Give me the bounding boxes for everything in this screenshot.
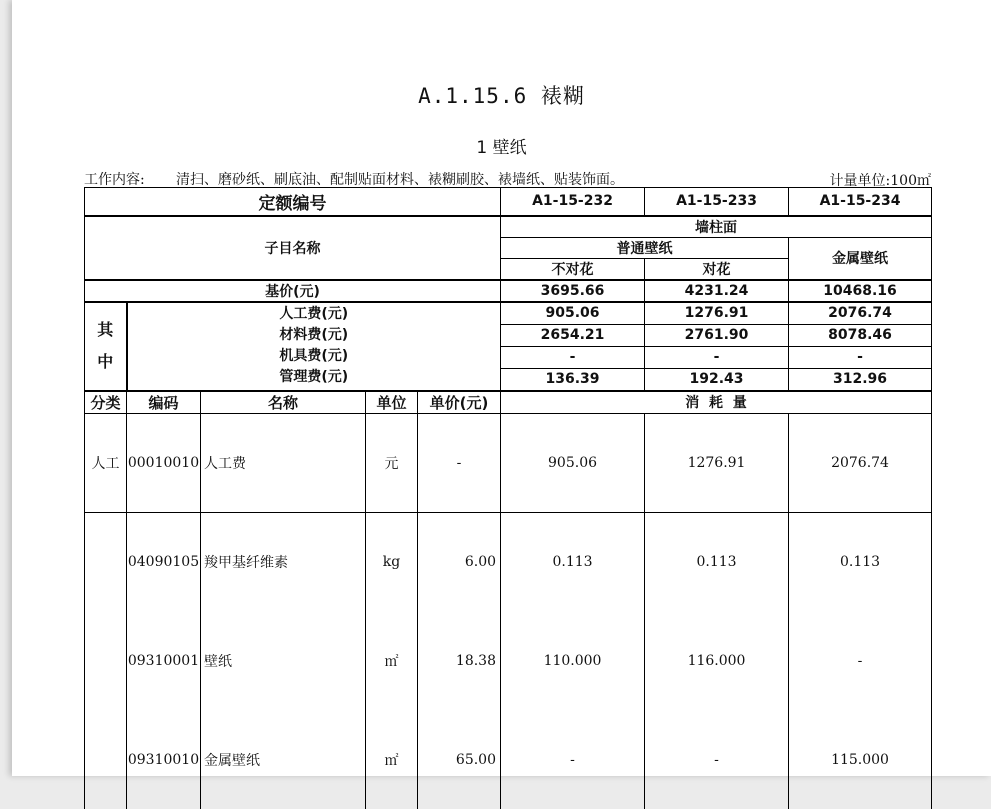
detail-header-price: 单价(元) <box>418 391 501 414</box>
material-price: 6.00 <box>418 512 501 611</box>
quota-code-label: 定额编号 <box>85 188 501 216</box>
labor-name: 人工费 <box>201 413 366 512</box>
material-name: 金属壁纸 <box>201 710 366 809</box>
measure-unit: 计量单位:100㎡ <box>829 173 931 189</box>
section-subtitle: 1 壁纸 <box>476 138 527 158</box>
work-content <box>84 169 624 189</box>
cost-value: 8078.46 <box>789 325 931 347</box>
material-price: 65.00 <box>418 710 501 809</box>
base-price-label: 基价(元) <box>85 280 501 302</box>
material-price: 18.38 <box>418 611 501 710</box>
material-category <box>85 512 127 809</box>
quota-table <box>84 187 932 809</box>
quota-code-2: A1-15-233 <box>645 188 789 216</box>
quota-code-3: A1-15-234 <box>789 188 932 216</box>
col1-header: 不对花 <box>501 258 645 280</box>
material-unit: ㎡ <box>366 611 418 710</box>
cost-value: 1276.91 <box>645 303 788 325</box>
cost-value: 2076.74 <box>789 303 931 325</box>
cost-value: 2654.21 <box>501 325 644 347</box>
material-value: 0.113 <box>789 512 932 611</box>
document-page <box>12 0 991 776</box>
item-name-label: 子目名称 <box>85 216 501 280</box>
labor-value-3: 2076.74 <box>789 413 932 512</box>
material-value: 110.000 <box>501 611 645 710</box>
material-name: 壁纸 <box>201 611 366 710</box>
material-value: - <box>789 611 932 710</box>
among-label-1: 其 <box>97 320 114 339</box>
detail-header-name: 名称 <box>201 391 366 414</box>
work-content-text: 清扫、磨砂纸、刷底油、配制贴面材料、裱糊刷胶、裱墙纸、贴装饰面。 <box>176 172 624 188</box>
material-value: 0.113 <box>501 512 645 611</box>
labor-unit: 元 <box>366 413 418 512</box>
material-unit: kg <box>366 512 418 611</box>
page-title: A.1.15.6 裱糊 <box>418 84 585 108</box>
cost-value: - <box>645 347 788 369</box>
cost-label-material: 材料费(元) <box>279 327 349 343</box>
detail-header-unit: 单位 <box>366 391 418 414</box>
detail-header-consumption: 消 耗 量 <box>501 391 932 414</box>
material-value: - <box>501 710 645 809</box>
group-header: 墙柱面 <box>501 216 932 238</box>
cost-value: 2761.90 <box>645 325 788 347</box>
detail-header-code: 编码 <box>127 391 201 414</box>
labor-category: 人工 <box>85 413 127 512</box>
detail-header-category: 分类 <box>85 391 127 414</box>
cost-label-machine: 机具费(元) <box>279 348 349 364</box>
work-content-label: 工作内容: <box>84 172 145 188</box>
base-price-1: 3695.66 <box>501 280 645 302</box>
cost-value: 136.39 <box>545 370 600 387</box>
material-value: - <box>645 710 789 809</box>
material-unit: ㎡ <box>366 710 418 809</box>
cost-values-col3 <box>789 302 932 391</box>
metal-header: 金属壁纸 <box>789 237 932 280</box>
material-code: 04090105 <box>127 512 201 611</box>
material-code: 09310010 <box>127 710 201 809</box>
material-value: 115.000 <box>789 710 932 809</box>
col2-header: 对花 <box>645 258 789 280</box>
material-name: 羧甲基纤维素 <box>201 512 366 611</box>
material-value: 116.000 <box>645 611 789 710</box>
material-value: 0.113 <box>645 512 789 611</box>
cost-label-labor: 人工费(元) <box>279 306 349 322</box>
cost-label-management: 管理费(元) <box>279 369 349 385</box>
sub-group-header: 普通壁纸 <box>501 237 789 258</box>
labor-code: 00010010 <box>127 413 201 512</box>
labor-value-2: 1276.91 <box>645 413 789 512</box>
base-price-3: 10468.16 <box>789 280 932 302</box>
cost-values-col1 <box>501 302 645 391</box>
cost-value: - <box>501 347 644 369</box>
cost-value: 192.43 <box>689 370 744 387</box>
among-label-2: 中 <box>97 352 114 371</box>
cost-value: - <box>789 347 931 369</box>
cost-value: 905.06 <box>501 303 644 325</box>
cost-values-col2 <box>645 302 789 391</box>
labor-price: - <box>418 413 501 512</box>
among-label <box>85 302 127 391</box>
quota-code-1: A1-15-232 <box>501 188 645 216</box>
cost-labels <box>127 302 501 391</box>
base-price-2: 4231.24 <box>645 280 789 302</box>
labor-value-1: 905.06 <box>501 413 645 512</box>
material-code: 09310001 <box>127 611 201 710</box>
cost-value: 312.96 <box>833 370 888 387</box>
